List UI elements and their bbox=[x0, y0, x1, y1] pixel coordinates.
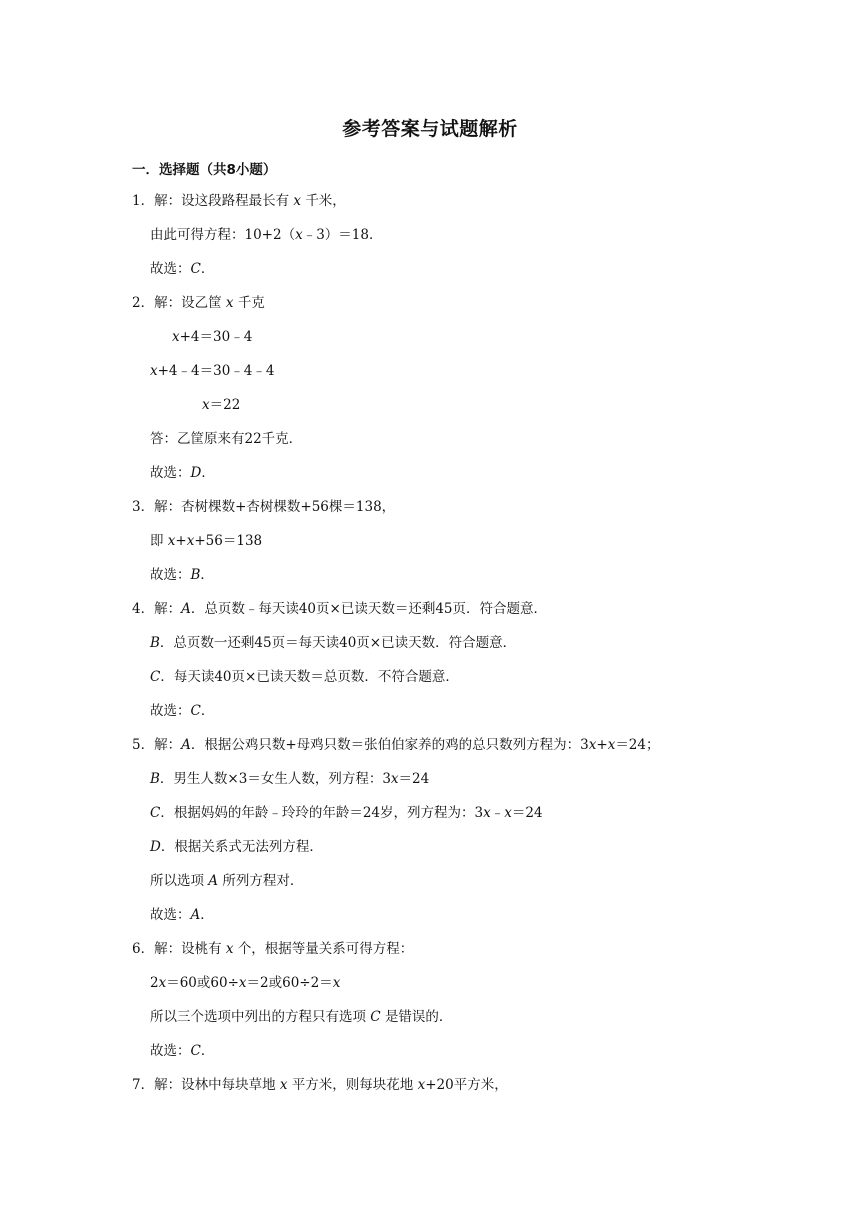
q2-line-5: 答：乙筐原来有22千克． bbox=[150, 431, 303, 447]
q6-line-1: 6．解：设桃有 x 个，根据等量关系可得方程： bbox=[132, 941, 414, 957]
q2-line-6: 故选：D． bbox=[150, 465, 215, 481]
question-number: 4． bbox=[132, 601, 155, 617]
q5-line-4: D．根据关系式无法列方程． bbox=[150, 839, 323, 855]
question-number: 3． bbox=[132, 499, 155, 515]
q2-line-1: 2．解：设乙筐 x 千克 bbox=[132, 295, 265, 311]
q2-line-3: x+4﹣4＝30﹣4﹣4 bbox=[150, 363, 275, 379]
q5-line-5: 所以选项 A 所列方程对． bbox=[150, 873, 304, 889]
q3-line-3: 故选：B． bbox=[150, 567, 214, 583]
question-number: 2． bbox=[132, 295, 155, 311]
q6-line-3: 所以三个选项中列出的方程只有选项 C 是错误的． bbox=[150, 1009, 453, 1025]
q5-line-3: C．根据妈妈的年龄﹣玲玲的年龄＝24岁，列方程为：3x﹣x＝24 bbox=[150, 805, 543, 821]
q1-line-3: 故选：C． bbox=[150, 261, 215, 277]
section-heading: 一．选择题（共8小题） bbox=[132, 162, 277, 178]
question-number: 7． bbox=[132, 1077, 155, 1093]
q2-line-4: x＝22 bbox=[202, 397, 241, 413]
q7-line-1: 7．解：设林中每块草地 x 平方米，则每块花地 x+20平方米， bbox=[132, 1077, 508, 1093]
page-title: 参考答案与试题解析 bbox=[342, 118, 518, 140]
question-number: 5． bbox=[132, 737, 155, 753]
q4-line-2: B．总页数一还剩45页＝每天读40页×已读天数．符合题意． bbox=[150, 635, 517, 651]
q1-line-2: 由此可得方程：10+2（x﹣3）＝18． bbox=[150, 227, 383, 243]
q3-line-1: 3．解：杏树棵数+杏树棵数+56棵＝138， bbox=[132, 499, 396, 515]
q4-line-3: C．每天读40页×已读天数＝总页数．不符合题意． bbox=[150, 669, 459, 685]
question-number: 1． bbox=[132, 193, 155, 209]
q4-line-1: 4．解：A．总页数﹣每天读40页×已读天数＝还剩45页．符合题意． bbox=[132, 601, 548, 617]
q5-line-1: 5．解：A．根据公鸡只数+母鸡只数＝张伯伯家养的鸡的总只数列方程为：3x+x＝24； bbox=[132, 737, 660, 753]
q3-line-2: 即 x+x+56＝138 bbox=[150, 533, 263, 549]
q5-line-2: B．男生人数×3＝女生人数，列方程：3x＝24 bbox=[150, 771, 430, 787]
q6-line-4: 故选：C． bbox=[150, 1043, 215, 1059]
q5-line-6: 故选：A． bbox=[150, 907, 214, 923]
q6-line-2: 2x＝60或60÷x＝2或60÷2＝x bbox=[150, 975, 341, 991]
q4-line-4: 故选：C． bbox=[150, 703, 215, 719]
q1-line-1: 1．解：设这段路程最长有 x 千米， bbox=[132, 193, 346, 209]
q2-line-2: x+4＝30﹣4 bbox=[172, 329, 253, 345]
question-number: 6． bbox=[132, 941, 155, 957]
